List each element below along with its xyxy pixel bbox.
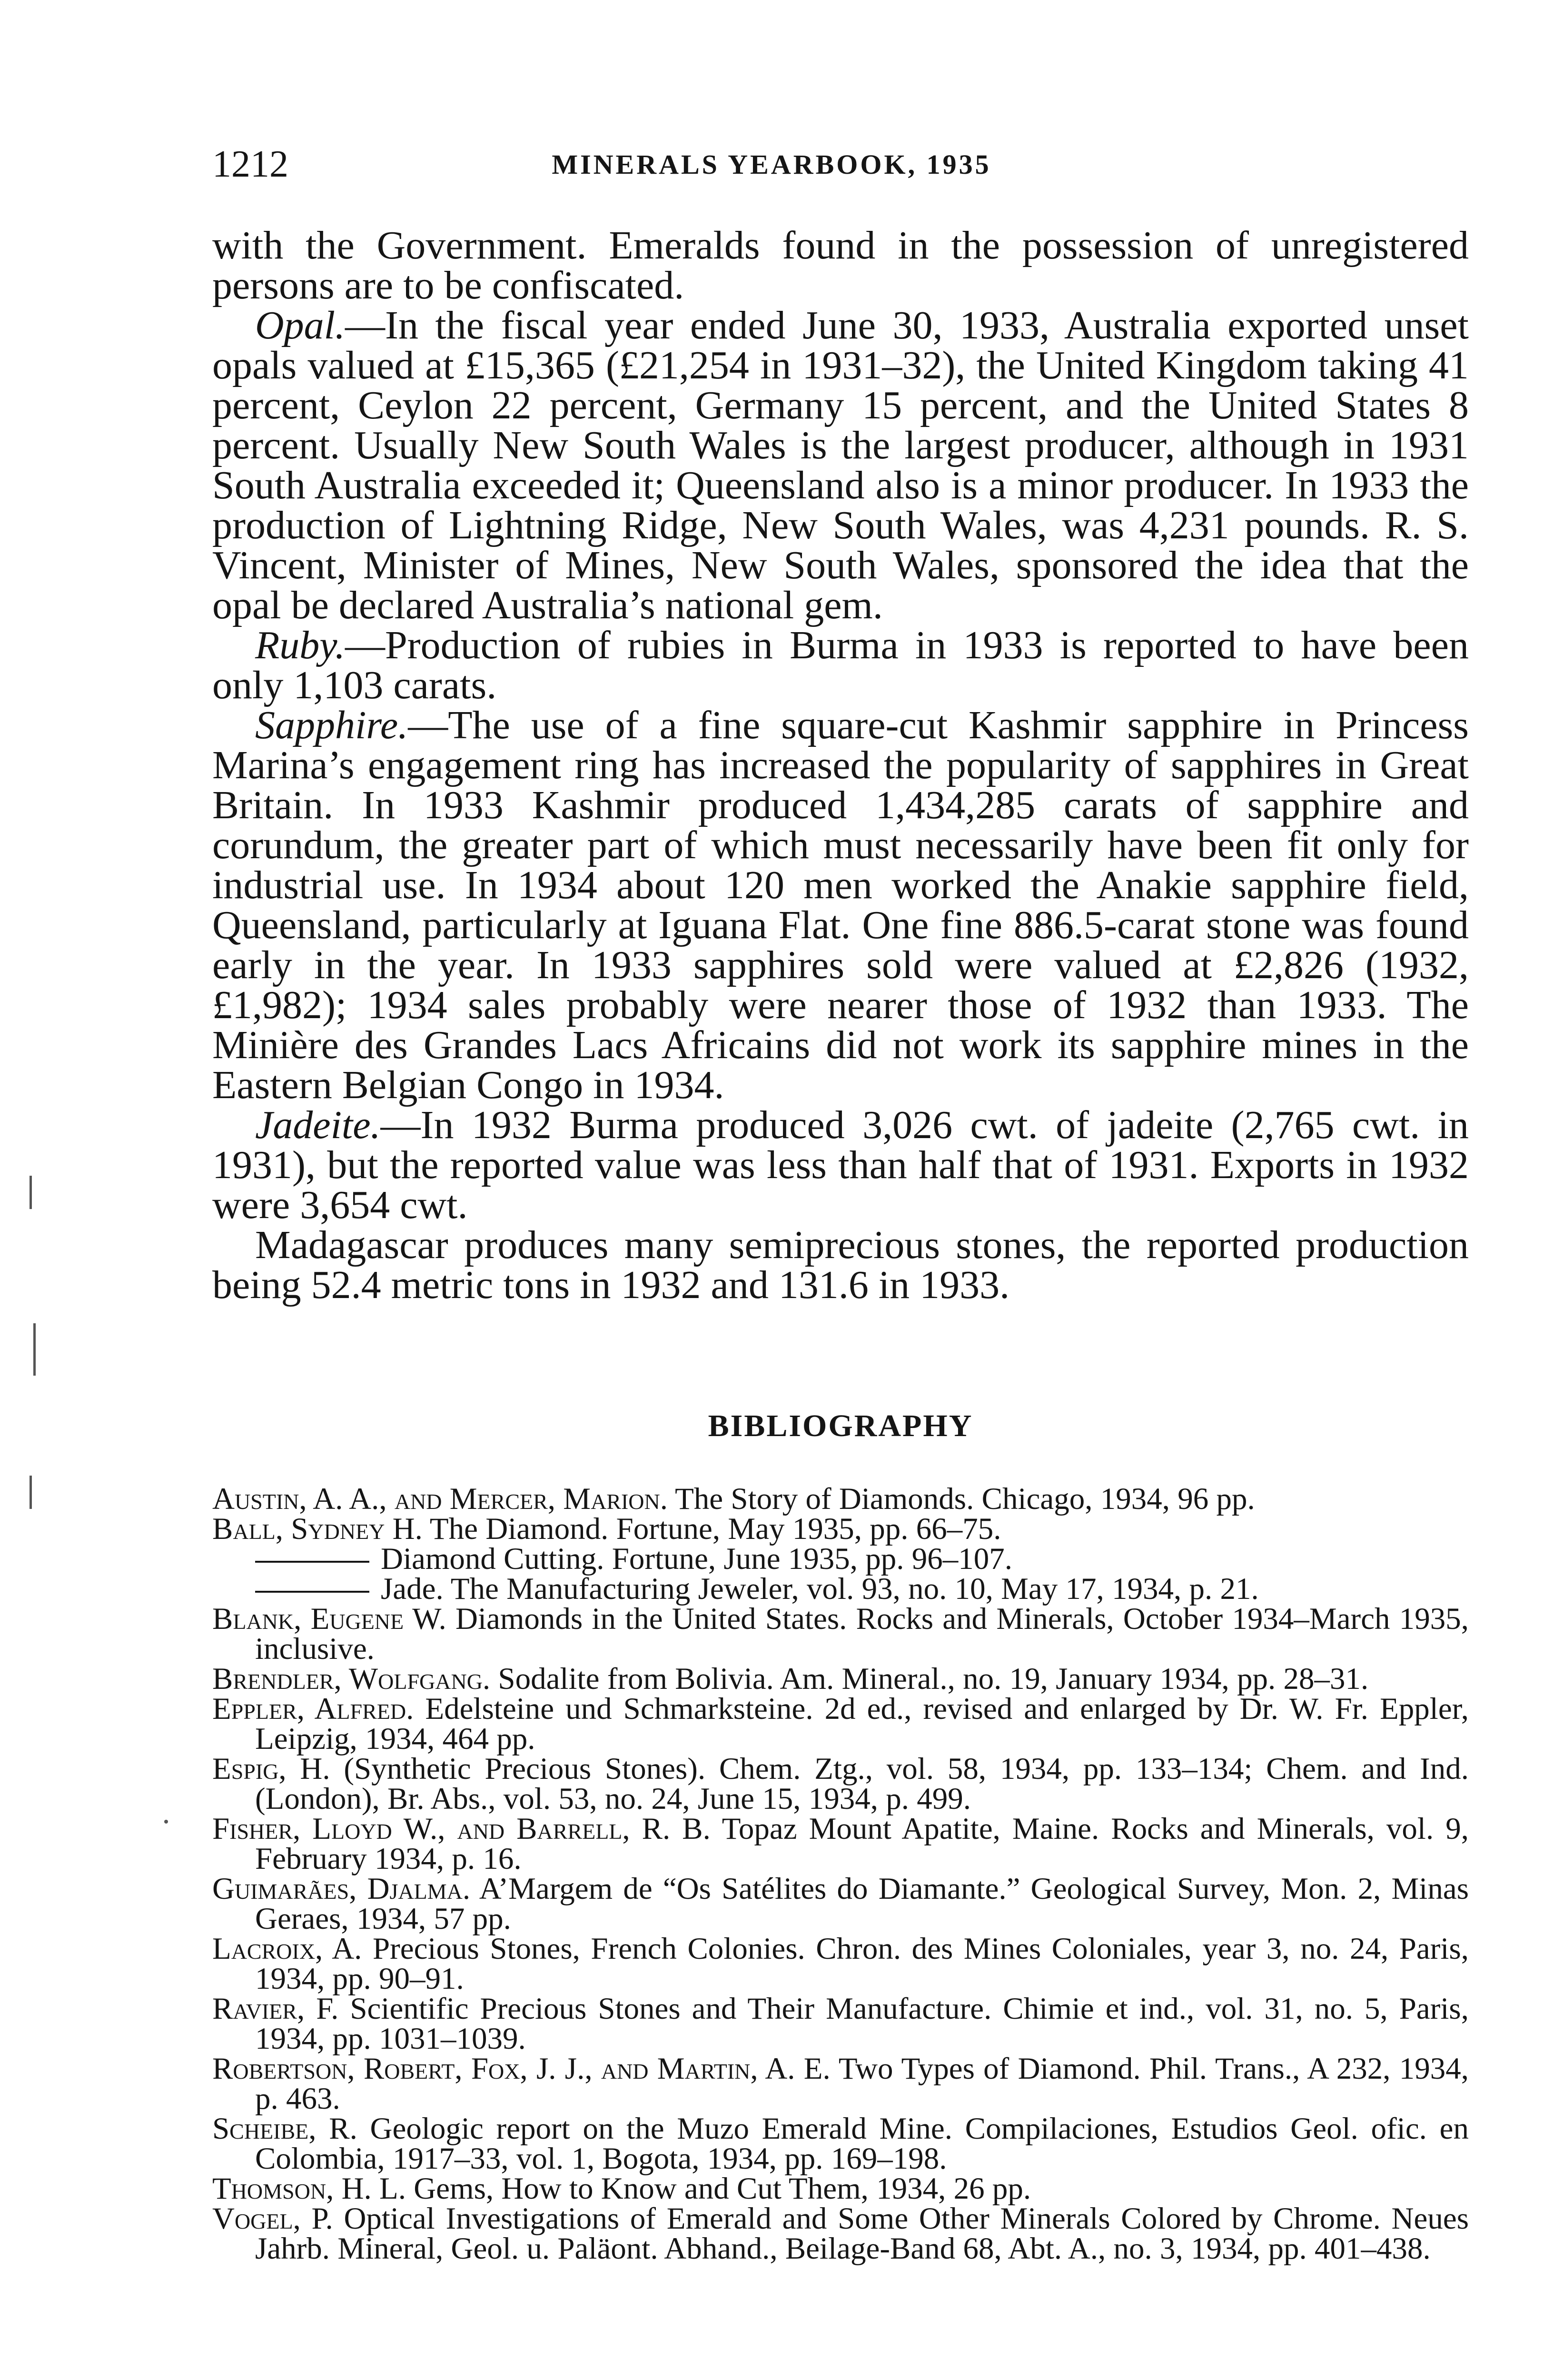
bibliography-heading: BIBLIOGRAPHY	[708, 1408, 973, 1443]
bib-author: Eppler, Alfred.	[212, 1692, 414, 1726]
bib-text: A’Margem de “Os Satélites do Diamante.” Geological Survey, Mon. 2, Minas Geraes, 1934, 57 pp.	[255, 1872, 1469, 1936]
paragraph-sapphire	[212, 705, 1469, 1105]
jadeite-label: Jadeite.	[255, 1103, 381, 1147]
body-text	[212, 223, 1469, 1307]
paragraph-opal	[212, 303, 1469, 627]
bib-author: Ball, Sydney H.	[212, 1512, 423, 1546]
bib-entry	[212, 2174, 1469, 2204]
sapphire-text: —The use of a fine square-cut Kashmir sapphire in Princess Marina’s engagement ring has increased the popularity of sapphires in Great Britain. In 1933 Kashmir produced 1,434,285 carats of sapphire and corundum, the greater part of which must necessarily have been fit only for industrial use. In 1934 about 120 men worked the Anakie sapphire field, Queensland, particularly at Iguana Flat. One fine 886.5-carat stone was found early in the year. In 1933 sapphires sold were valued at £2,826 (1932, £1,982); 1934 sales probably were nearer those of 1932 than 1933. The Minière des Grandes Lacs Africains did not work its sapphire mines in the Eastern Belgian Congo in 1934.	[212, 703, 1469, 1107]
bib-text: (Synthetic Precious Stones). Chem. Ztg., vol. 58, 1934, pp. 133–134; Chem. and Ind. (London), Br. Abs., vol. 53, no. 24, June 15, 1934, p. 499.	[255, 1752, 1469, 1816]
bib-author: Lacroix, A.	[212, 1932, 362, 1966]
bib-entry	[212, 1814, 1469, 1874]
bib-entry	[212, 1754, 1469, 1814]
bib-author: Brendler, Wolfgang.	[212, 1662, 491, 1696]
scan-mark	[33, 1323, 36, 1376]
sapphire-label: Sapphire.	[255, 703, 408, 747]
paragraph-jadeite	[212, 1105, 1469, 1225]
bib-entry	[212, 2204, 1469, 2264]
bib-text: Precious Stones, French Colonies. Chron. des Mines Coloniales, year 3, no. 24, Paris, 1934, pp. 90–91.	[255, 1932, 1469, 1996]
bib-text: The Diamond. Fortune, May 1935, pp. 66–75.	[422, 1512, 1001, 1546]
bib-text: Gems, How to Know and Cut Them, 1934, 26 pp.	[406, 2172, 1031, 2206]
bib-entry	[212, 1994, 1469, 2054]
bib-author: Espig, H.	[212, 1752, 330, 1786]
bib-text: Edelsteine und Schmarksteine. 2d ed., revised and enlarged by Dr. W. Fr. Eppler, Leipzig, 1934, 464 pp.	[255, 1692, 1469, 1756]
bibliography-list	[212, 1484, 1469, 2264]
bib-entry	[212, 1664, 1469, 1694]
bib-text: Optical Investigations of Emerald and Some Other Minerals Colored by Chrome. Neues Jahrb. Mineral, Geol. u. Paläont. Abhand., Beilage-Band 68, Abt. A., no. 3, 1934, pp. 401–438.	[255, 2202, 1469, 2266]
bib-text: Diamonds in the United States. Rocks and Minerals, October 1934–March 1935, inclusive.	[255, 1602, 1469, 1666]
bib-entry	[212, 1514, 1469, 1544]
bib-text: Diamond Cutting. Fortune, June 1935, pp. 96–107.	[381, 1542, 1013, 1576]
bib-author: Vogel, P.	[212, 2202, 333, 2236]
opal-label: Opal.	[255, 303, 345, 347]
scan-dot	[164, 1820, 168, 1824]
bib-entry	[212, 1934, 1469, 1994]
ditto-dash	[255, 1591, 369, 1593]
page-number: 1212	[212, 143, 288, 185]
bib-author: Ravier, F.	[212, 1992, 339, 2026]
bib-author: Robertson, Robert, Fox, J. J., and Martin, A. E.	[212, 2052, 831, 2086]
paragraph-ruby	[212, 625, 1469, 705]
scan-mark	[30, 1476, 32, 1509]
bib-author: Scheibe, R.	[212, 2112, 357, 2146]
running-head	[212, 143, 1331, 190]
bib-entry	[212, 2114, 1469, 2174]
ruby-text: —Production of rubies in Burma in 1933 is reported to have been only 1,103 carats.	[212, 623, 1469, 707]
bib-entry	[212, 1604, 1469, 1664]
bib-entry	[212, 2054, 1469, 2114]
running-title: MINERALS YEARBOOK, 1935	[552, 149, 991, 180]
bib-author: Austin, A. A., and Mercer, Marion.	[212, 1482, 668, 1516]
bib-text: Two Types of Diamond. Phil. Trans., A 232, 1934, p. 463.	[255, 2052, 1469, 2116]
paragraph-madagascar: Madagascar produces many semiprecious stones, the reported production being 52.4 metric tons in 1932 and 131.6 in 1933.	[212, 1223, 1469, 1307]
bib-text: Sodalite from Bolivia. Am. Mineral., no. 19, January 1934, pp. 28–31.	[490, 1662, 1369, 1696]
bib-entry-ditto	[212, 1544, 1469, 1574]
opal-text: —In the fiscal year ended June 30, 1933, Australia exported unset opals valued at £15,365 (£21,254 in 1931–32), the United Kingdom taking 41 percent, Ceylon 22 percent, Germany 15 percent, and the United States 8 percent. Usually New South Wales is the largest producer, although in 1931 South Australia exceeded it; Queensland also is a minor producer. In 1933 the production of Lightning Ridge, New South Wales, was 4,231 pounds. R. S. Vincent, Minister of Mines, New South Wales, sponsored the idea that the opal be declared Australia’s national gem.	[212, 303, 1469, 627]
bib-author: Fisher, Lloyd W., and Barrell, R. B.	[212, 1812, 711, 1846]
paragraph-emeralds: with the Government. Emeralds found in the possession of unregistered persons are to be confiscated.	[212, 223, 1469, 307]
bib-entry	[212, 1694, 1469, 1754]
bib-entry	[212, 1484, 1469, 1514]
bib-author: Thomson, H. L.	[212, 2172, 406, 2206]
jadeite-text: —In 1932 Burma produced 3,026 cwt. of jadeite (2,765 cwt. in 1931), but the reported value was less than half that of 1931. Exports in 1932 were 3,654 cwt.	[212, 1103, 1469, 1227]
ruby-label: Ruby.	[255, 623, 345, 667]
bib-text: Geologic report on the Muzo Emerald Mine. Compilaciones, Estudios Geol. ofic. en Colombia, 1917–33, vol. 1, Bogota, 1934, pp. 169–198.	[255, 2112, 1469, 2176]
bib-entry	[212, 1874, 1469, 1934]
bib-author: Guimarães, Djalma.	[212, 1872, 471, 1906]
bib-text: Scientific Precious Stones and Their Manufacture. Chimie et ind., vol. 31, no. 5, Paris, 1934, pp. 1031–1039.	[255, 1992, 1469, 2056]
bib-author: Blank, Eugene W.	[212, 1602, 446, 1636]
bib-text: Jade. The Manufacturing Jeweler, vol. 93, no. 10, May 17, 1934, p. 21.	[381, 1572, 1259, 1606]
scan-mark	[30, 1176, 32, 1209]
ditto-dash	[255, 1561, 369, 1563]
bib-text: The Story of Diamonds. Chicago, 1934, 96 pp.	[668, 1482, 1255, 1516]
bib-text: Topaz Mount Apatite, Maine. Rocks and Minerals, vol. 9, February 1934, p. 16.	[255, 1812, 1469, 1876]
bib-entry-ditto	[212, 1574, 1469, 1604]
